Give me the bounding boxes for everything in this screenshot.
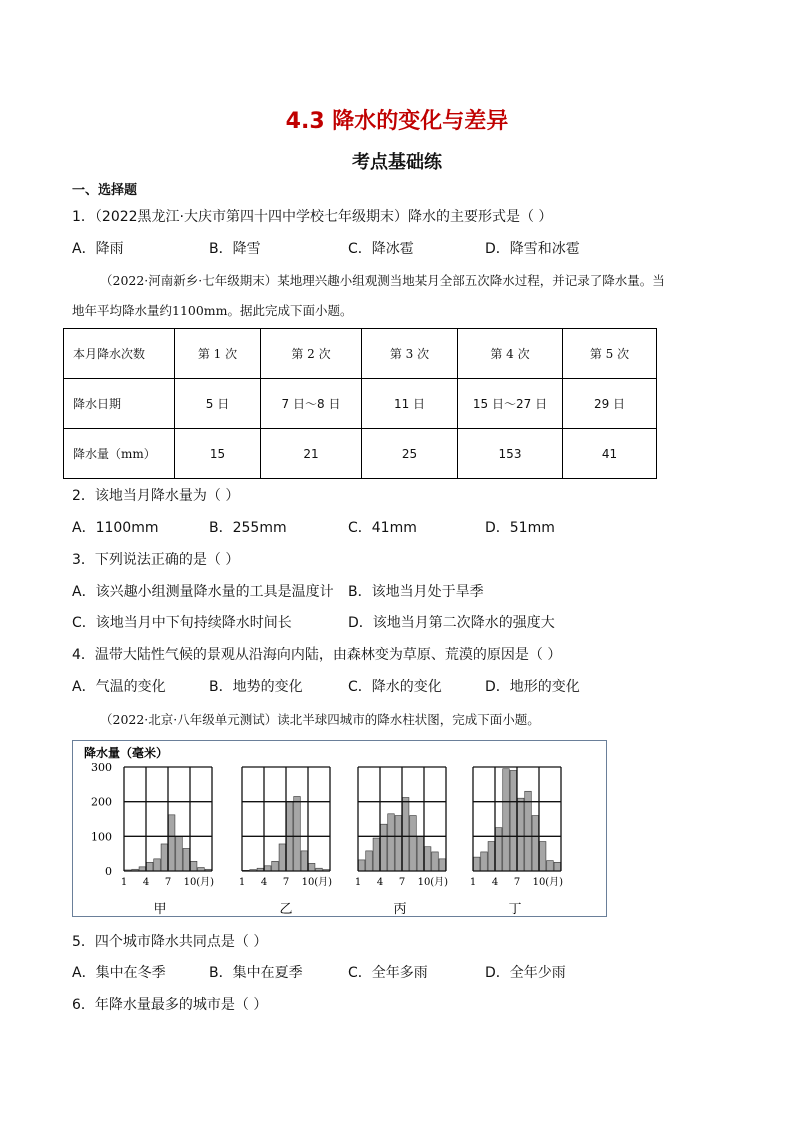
table-header-cell: 第 4 次 (458, 329, 563, 379)
bar (510, 770, 517, 871)
bar (161, 844, 168, 871)
question-3-stem: 3．下列说法正确的是（ ） (72, 552, 240, 568)
bar (417, 836, 424, 871)
table-header-cell: 第 2 次 (261, 329, 362, 379)
question-4-option-b: B．地势的变化 (209, 679, 303, 695)
table-cell: 5 日 (175, 379, 261, 429)
x-tick-label: 10 (417, 877, 431, 888)
bar (488, 842, 495, 871)
question-4-stem: 4．温带大陆性气候的景观从沿海向内陆，由森林变为草原、荒漠的原因是（ ） (72, 647, 562, 663)
table-cell: 41 (563, 429, 657, 479)
chart-intro: （2022·北京·八年级单元测试）读北半球四城市的降水柱状图，完成下面小题。 (100, 712, 540, 727)
y-tick-label: 300 (91, 761, 112, 774)
bar (532, 816, 539, 871)
panel-label: 丁 (508, 902, 522, 917)
x-unit-label: (月) (196, 877, 214, 888)
section-heading: 一、选择题 (72, 183, 138, 198)
table-cell: 降水量（mm） (64, 429, 175, 479)
bar (395, 816, 402, 871)
question-2-option-a: A．1100mm (72, 520, 159, 536)
chart-ylabel: 降水量（毫米） (84, 746, 169, 760)
bar (308, 863, 315, 871)
bar (495, 828, 502, 871)
question-2-option-d: D．51mm (485, 520, 555, 536)
precipitation-bar-charts (72, 740, 607, 917)
table-cell: 153 (458, 429, 563, 479)
question-3-option-a: A．该兴趣小组测量降水量的工具是温度计 (72, 584, 334, 600)
table-row (64, 329, 657, 379)
material-intro-line-2: 地年平均降水量约1100mm。据此完成下面小题。 (72, 303, 353, 318)
table-cell: 21 (261, 429, 362, 479)
table-row (64, 429, 657, 479)
y-tick-label: 0 (105, 865, 112, 878)
bar (402, 798, 409, 871)
table-cell: 25 (362, 429, 458, 479)
question-3-option-d: D．该地当月第二次降水的强度大 (348, 615, 555, 631)
bar (380, 824, 387, 871)
table-cell: 7 日～8 日 (261, 379, 362, 429)
panel-label: 丙 (393, 902, 407, 917)
x-tick-label: 10 (183, 877, 197, 888)
question-5-option-a: A．集中在冬季 (72, 965, 166, 981)
question-3-option-b: B．该地当月处于旱季 (348, 584, 484, 600)
bar (264, 866, 271, 871)
question-4-option-c: C．降水的变化 (348, 679, 442, 695)
table-header-cell: 第 3 次 (362, 329, 458, 379)
table-cell: 15 (175, 429, 261, 479)
page-title: 4.3 降水的变化与差异 (285, 109, 509, 134)
bar (539, 842, 546, 871)
bar (146, 862, 153, 871)
x-tick-label: 1 (120, 877, 128, 888)
bar (154, 859, 161, 871)
panel-label: 甲 (153, 902, 167, 917)
panel-label: 乙 (279, 902, 293, 917)
table-header-cell: 第 5 次 (563, 329, 657, 379)
x-tick-label: 4 (376, 877, 384, 888)
x-tick-label: 10 (301, 877, 315, 888)
x-tick-label: 4 (491, 877, 499, 888)
table-cell: 11 日 (362, 379, 458, 429)
bar (301, 851, 308, 871)
question-3-option-c: C．该地当月中下旬持续降水时间长 (72, 615, 292, 631)
question-4-option-d: D．地形的变化 (485, 679, 580, 695)
bar (554, 862, 561, 871)
table-cell: 15 日～27 日 (458, 379, 563, 429)
bar (183, 848, 190, 871)
question-5-option-b: B．集中在夏季 (209, 965, 303, 981)
bar (410, 816, 417, 871)
bar (481, 852, 488, 871)
bar (294, 796, 301, 871)
bar (366, 851, 373, 871)
question-1-option-b: B．降雪 (209, 241, 261, 257)
x-tick-label: 7 (513, 877, 521, 888)
question-1-stem: 1．（2022黑龙江·大庆市第四十四中学校七年级期末）降水的主要形式是（ ） (72, 209, 553, 225)
bar (176, 836, 183, 871)
bar (525, 791, 532, 871)
table-header-cell: 本月降水次数 (64, 329, 175, 379)
x-unit-label: (月) (314, 877, 332, 888)
x-tick-label: 7 (164, 877, 172, 888)
question-2-option-c: C．41mm (348, 520, 417, 536)
question-5-option-d: D．全年少雨 (485, 965, 566, 981)
bar (473, 857, 480, 871)
question-4-option-a: A．气温的变化 (72, 679, 166, 695)
question-5-stem: 5．四个城市降水共同点是（ ） (72, 934, 268, 950)
bar (503, 769, 510, 871)
question-2-stem: 2．该地当月降水量为（ ） (72, 488, 240, 504)
table-cell: 降水日期 (64, 379, 175, 429)
question-1-option-d: D．降雪和冰雹 (485, 241, 580, 257)
x-tick-label: 7 (398, 877, 406, 888)
bar (424, 847, 431, 871)
question-2-option-b: B．255mm (209, 520, 287, 536)
question-6-stem: 6．年降水量最多的城市是（ ） (72, 997, 268, 1013)
x-tick-label: 7 (282, 877, 290, 888)
bar (388, 814, 395, 871)
x-tick-label: 1 (469, 877, 477, 888)
bar (547, 861, 554, 871)
bar (279, 844, 286, 871)
question-5-option-c: C．全年多雨 (348, 965, 428, 981)
bar (358, 860, 365, 871)
bar (439, 859, 446, 871)
rainfall-table (63, 328, 657, 479)
bar (517, 798, 524, 871)
x-tick-label: 1 (238, 877, 246, 888)
x-unit-label: (月) (430, 877, 448, 888)
bar (272, 861, 279, 871)
table-header-cell: 第 1 次 (175, 329, 261, 379)
bar (168, 815, 175, 871)
x-tick-label: 4 (142, 877, 150, 888)
x-tick-label: 10 (532, 877, 546, 888)
bar (190, 861, 197, 871)
x-unit-label: (月) (545, 877, 563, 888)
y-tick-label: 100 (91, 830, 112, 844)
bar (432, 852, 439, 871)
page-subtitle: 考点基础练 (352, 152, 442, 173)
x-tick-label: 1 (354, 877, 362, 888)
material-intro-line-1: （2022·河南新乡·七年级期末）某地理兴趣小组观测当地某月全部五次降水过程，并记录了降水量。当 (100, 273, 665, 288)
question-1-option-c: C．降冰雹 (348, 241, 414, 257)
y-tick-label: 200 (91, 795, 112, 809)
table-row (64, 379, 657, 429)
table-cell: 29 日 (563, 379, 657, 429)
question-1-option-a: A．降雨 (72, 241, 124, 257)
x-tick-label: 4 (260, 877, 268, 888)
bar (373, 838, 380, 871)
